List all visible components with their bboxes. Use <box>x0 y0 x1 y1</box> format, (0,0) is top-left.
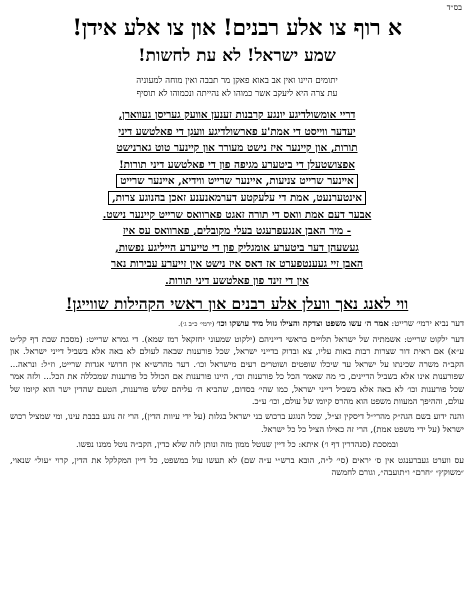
intro-line: יתומים היינו ואין אב באוא פאקן מר תבבה ואין מוחה למעוניה <box>136 76 338 86</box>
boxed-line: - מיר האבן אנגעפרעגט בעלי מקובלים, פארוואס עס איז <box>122 225 352 238</box>
boxed-line: דריי אומשולדיגע יונגע קרבנות זענען אוועק געריסן געווארן, <box>118 109 356 121</box>
section-headline: ווי לאנג נאך וועלן אלע רבנים און ראשי הקהילות שווייגן! <box>65 293 409 313</box>
paragraph-source: (ירמי׳ כ״ב ג׳). <box>178 319 217 328</box>
boxed-line: געשעהן דער ביטערע אומגליק פון די טייערע הייליגע נפשות, <box>115 241 359 254</box>
boxed-line: אין די זינד פון פאלטשע דיני תורות. <box>165 274 309 287</box>
boxed-line: אפצושטעלן די ביטערע מגיפה פון די פאלטשע דיני תורות! <box>119 158 355 171</box>
paragraph <box>10 317 464 330</box>
bsd-mark: בס״ד <box>446 3 462 12</box>
boxed-line: תורות, און קיינער איז נישט מעורר און קיינער טוט גארנישט <box>116 142 358 155</box>
paragraph: ובמסכת (סנהדרין דף ו׳) איתא: כל דיין שנוטל ממון מזה ונותן לזה שלא כדין, הקב״ה נוטל ממנו נפשו. <box>75 439 399 450</box>
sub-title: שמע ישראל! לא עת לחשות! <box>138 46 336 66</box>
boxed-line: יעדער ווייסט די אמת'ע פארשולדיגע וועגן די פאלטשע דיני <box>118 125 356 138</box>
paragraph-text: דער נביא ירמי׳ שרייט: <box>388 317 464 328</box>
intro-block <box>10 75 464 100</box>
main-title: א רוף צו אלע רבנים! און צו אלע אידן! <box>72 15 402 41</box>
intro-line: עת צרה היא ליעקב אשר כמוהו לא נהייתה ונכמוהו לא תוסיף <box>136 88 338 99</box>
paragraph-bold: אמר ה׳ עשו משפט וצדקה והצילו גזול מיד עושקו וכו׳ <box>216 317 389 328</box>
boxed-line <box>14 173 460 190</box>
paragraph: עס ווערט געברענגט אין ס׳ יראים (סי׳ ל״ה, הובא ברש״י ע״ה שם) לא תעשו עול במשפט, כל דיין המקלקל את הדין, קרוי ״עול״ שנאוי, ״משוקץ״ ״חרם״ ו״תועבה״, וגורם לחמשה <box>10 454 464 477</box>
boxed-line-text: אינטערנעט, אמת די עלעקטע דערמאנענע זאכן בהנוגע צרות, <box>108 191 366 205</box>
boxed-line: האבן זיי געענטפערט אז דאס איז נישט אין זייערע עבירות נאר <box>111 258 363 271</box>
paragraph: דער ילקוט שרייט: אשמתיה של ישראל תלויים בראשי דייניהם (ילקוט שמעוני יחזקאל רמז שמא). די גמרא שרייט: (מסכת שבת דף קל״ט ע״א) אם ראית דור שצרות רבות באות עליו, צא ובדוק בדייני ישראל, שכל פורענות שבאה לעולם לא באה אלא בשביל דייני ישראל. און הקב״ה משרה שכינתו על ישראל עד שיכלו שופטים ושוטרים רעים מישראל וכו׳. דער מהרש״א אין חדושי אגדות שרייט, וז״ל: ונראה... שפורענות אינו אלא בשביל הדיינים, כי מה שאמר הכל כל פורענות וכו׳, היינו פורענות אם הכולל כל פורענות שמכללה את הכל... ולזה אמר שכל פורענות וכו׳ לא באה אלא בשביל דייני ישראל, כמו שהי׳ בסדום, שהביא ה׳ עליהם שלש פורענות, הטעם שהדין ישר הוא קיומו של עולם, וההיפך המעוות משפט הוא מהרס קיומו של עולם, וכו׳ ע״כ. <box>10 333 464 406</box>
boxed-line: אבער דעם אמת וואס די תורה זאגט פארוואס שרייט קיינער נישט. <box>102 208 372 221</box>
boxed-block <box>14 107 460 290</box>
paragraph: והנה ידוע בשם הגה״ק מהרי״ל דיסקין זצ״ל, שכל הנוגע ברכוש בני ישראל בגלות (על ידי עיוות הדין), הרי זה נוגע בבבת עינו, ומי שמציל רכוש ישראל (על ידי משפט אמת), הרי זה כאילו הציל כל כל ישראל. <box>10 411 464 434</box>
boxed-line <box>14 190 460 207</box>
boxed-line-text: איינער שרייט צניעות, איינער שרייט ווידיא, איינער שרייט <box>116 174 357 188</box>
